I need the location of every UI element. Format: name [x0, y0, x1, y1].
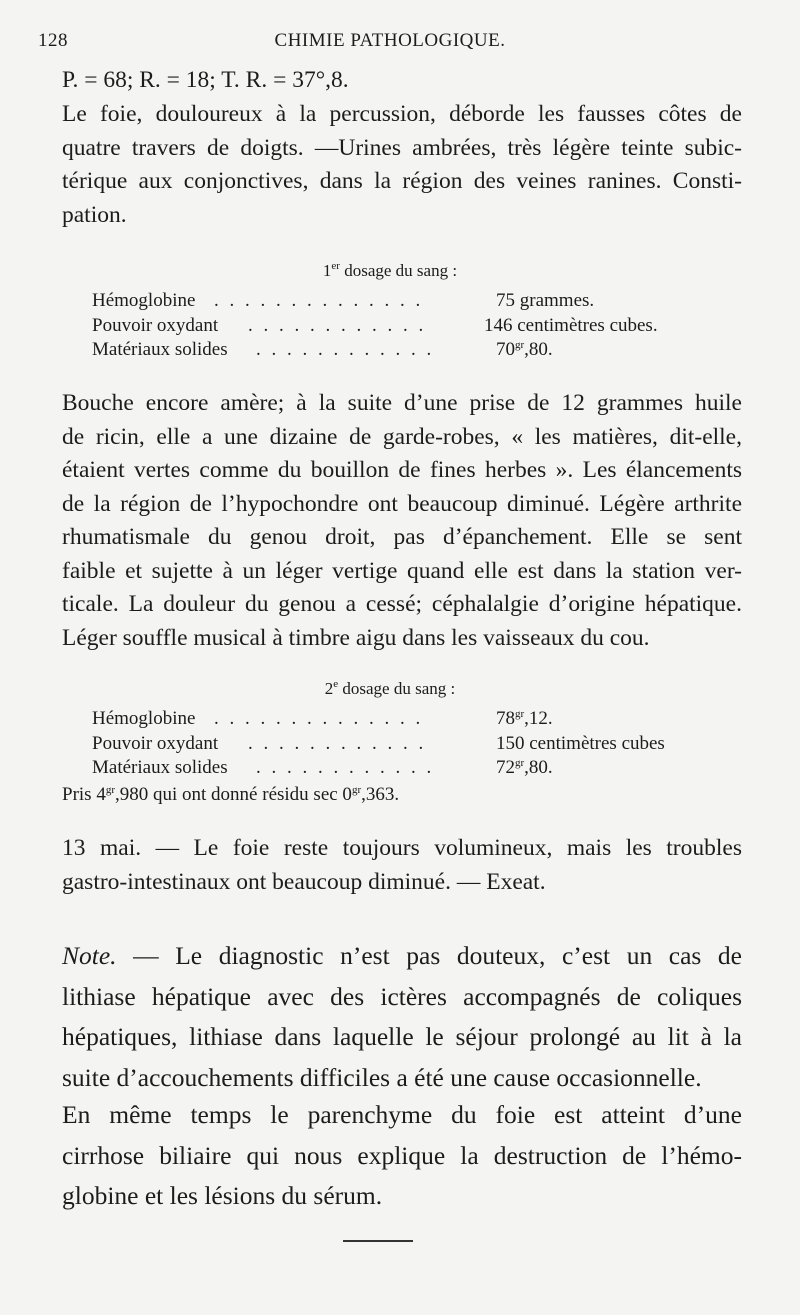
text-line: pation.	[62, 201, 127, 228]
text-line: étaient vertes comme du bouillon de fines herbes ». Les élancements	[62, 457, 742, 483]
page-header	[38, 30, 742, 60]
text-line: globine et les lésions du sérum.	[62, 1181, 383, 1210]
paragraph-liver-exam	[62, 98, 742, 232]
vitals-line: P. = 68; R. = 18; T. R. = 37°,8.	[62, 67, 349, 93]
text-line: Léger souffle musical à timbre aigu dans les vaisseaux du cou.	[62, 624, 650, 651]
table-row: Pouvoir oxydant . . . . . . . . . . . . 150 centimètres cubes	[92, 732, 665, 754]
text-line: de la région de l’hypochondre ont beaucoup diminué. Légère arthrite	[62, 490, 742, 517]
text-line: suite d’accouchements difficiles a été une cause occasionnelle.	[62, 1062, 702, 1092]
paragraph-note	[62, 936, 742, 1098]
table-row: Matériaux solides . . . . . . . . . . . . $70^{gr},80$.	[92, 339, 553, 360]
text-line: rhumatismale du genou droit, pas d’épanchement. Elle se sent	[62, 524, 742, 550]
dosage-2-caption: 2e dosage du sang :	[324, 678, 456, 698]
dosage-1-table	[92, 289, 732, 363]
dosage-1-caption: 1er dosage du sang :	[322, 260, 458, 280]
paragraph-cirrhose	[62, 1095, 742, 1217]
text-line: cirrhose biliaire qui nous explique la destruction de l’hémo-	[62, 1140, 742, 1170]
dosage-2-pris-note: Pris $4^{gr},980$ qui ont donné résidu $\sec 0^{gr},363$.	[62, 784, 400, 805]
end-rule	[343, 1240, 413, 1242]
running-title: CHIMIE PATHOLOGIQUE.	[274, 30, 506, 51]
page-number: 128	[38, 30, 68, 51]
paragraph-symptoms	[62, 387, 742, 655]
table-row: Hémoglobine . . . . . . . . . . . . . . $78^{gr},12$.	[92, 708, 553, 729]
text-line: hépatiques, lithiase dans laquelle le séjour prolongé au lit à la	[62, 1022, 742, 1051]
text-line: térique aux conjonctives, dans la région des veines ranines. Consti-	[62, 168, 742, 194]
text-line: de ricin, elle a une dizaine de garde-robes, « les matières, dit-elle,	[62, 423, 742, 450]
table-row: Hémoglobine . . . . . . . . . . . . . . 75 grammes.	[92, 290, 595, 311]
text-line: Le foie, douloureux à la percussion, déborde les fausses côtes de	[62, 101, 742, 127]
text-line: Bouche encore amère; à la suite d’une prise de 12 grammes huile	[62, 390, 742, 416]
table-row: Pouvoir oxydant . . . . . . . . . . . . 146 centimètres cubes.	[92, 314, 658, 336]
text-line: ticale. La douleur du genou a cessé; céphalalgie d’origine hépatique.	[62, 591, 742, 617]
paragraph-13-mai	[62, 832, 742, 899]
table-row: Matériaux solides . . . . . . . . . . . . $72^{gr},80$.	[92, 757, 553, 778]
note-label: Note.	[62, 941, 117, 970]
text-line: gastro-intestinaux ont beaucoup diminué. — Exeat.	[62, 868, 546, 895]
text-line: quatre travers de doigts. —Urines ambrées, très légère teinte subic-	[62, 134, 742, 161]
text-line: En même temps le parenchyme du foie est atteint d’une	[62, 1100, 742, 1129]
text-line: lithiase hépatique avec des ictères accompagnés de coliques	[62, 981, 742, 1011]
dosage-2-table	[92, 707, 732, 781]
text-line: 13 mai. — Le foie reste toujours volumineux, mais les troubles	[62, 835, 742, 861]
text-line: Note. — Le diagnostic n’est pas douteux, c’est un cas de	[62, 941, 742, 970]
text-line: faible et sujette à un léger vertige quand elle est dans la station ver-	[62, 557, 742, 584]
